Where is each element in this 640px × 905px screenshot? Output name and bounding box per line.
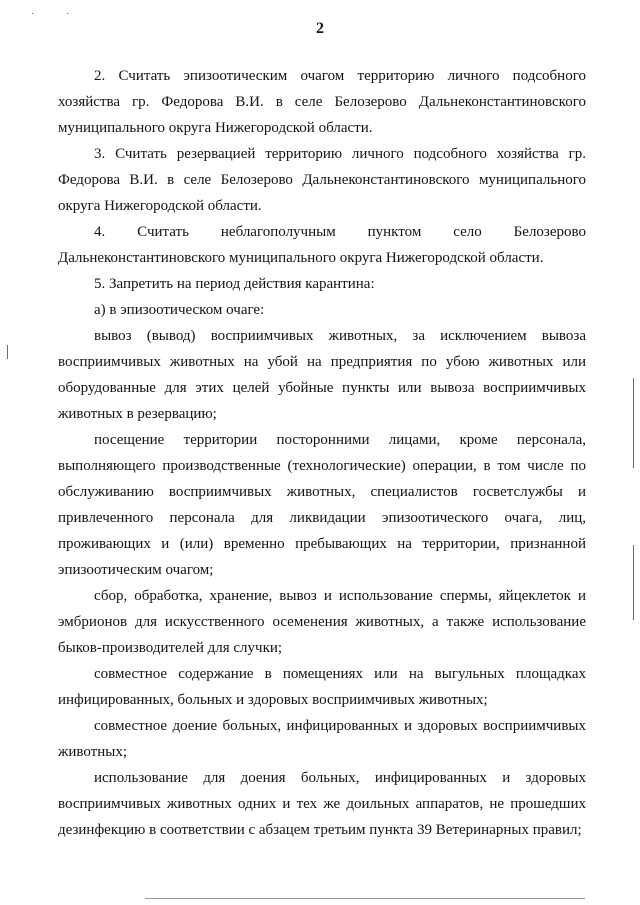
paragraph-joint-milking-ban: совместное доение больных, инфицированных и здоровых восприимчивых животных; xyxy=(58,718,586,760)
document-body xyxy=(58,63,586,843)
page-number: 2 xyxy=(316,20,324,37)
paragraph-4: 4. Считать неблагополучным пунктом село Белозерово Дальнеконстантиновского муниципального округа Нижегородской области. xyxy=(58,224,586,266)
paragraph-semen-ban: сбор, обработка, хранение, вывоз и использование спермы, яйцеклеток и эмбрионов для искусственного осеменения животных, а также использование быков-производителей для случки; xyxy=(58,588,586,656)
paragraph-joint-keeping-ban: совместное содержание в помещениях или на выгульных площадках инфицированных, больных и здоровых восприимчивых животных; xyxy=(58,666,586,708)
scan-artifact: · xyxy=(31,8,35,19)
scan-margin-line xyxy=(7,345,8,359)
paragraph-5: 5. Запретить на период действия карантина: xyxy=(94,276,375,292)
paragraph-3: 3. Считать резервацией территорию личного подсобного хозяйства гр. Федорова В.И. в селе Белозерово Дальнеконстантиновского муниципального округа Нижегородской области. xyxy=(58,146,586,214)
paragraph-export-ban: вывоз (вывод) восприимчивых животных, за исключением вывоза восприимчивых животных на убой на предприятия по убою животных или оборудованные для этих целей убойные пункты или вывоза восприимчивых животных в резервацию; xyxy=(58,328,586,422)
scan-margin-line xyxy=(633,378,634,468)
scan-artifact: · xyxy=(66,8,70,19)
scan-bottom-edge xyxy=(145,898,585,899)
scan-margin-line xyxy=(633,545,634,620)
paragraph-5a: а) в эпизоотическом очаге: xyxy=(94,302,265,318)
paragraph-milking-equipment-ban: использование для доения больных, инфицированных и здоровых восприимчивых животных одних и тех же доильных аппаратов, не прошедших дезинфекцию в соответствии с абзацем третьим пункта 39 Ветеринарных правил; xyxy=(58,770,586,838)
paragraph-visit-ban: посещение территории посторонними лицами, кроме персонала, выполняющего производственные (технологические) операции, в том числе по обслуживанию восприимчивых животных, специалистов госветслужбы и привлеченного персонала для ликвидации эпизоотического очага, лиц, проживающих и (или) временно пребывающих на территории, признанной эпизоотическим очагом; xyxy=(58,432,586,578)
paragraph-2: 2. Считать эпизоотическим очагом территорию личного подсобного хозяйства гр. Федорова В.И. в селе Белозерово Дальнеконстантиновского муниципального округа Нижегородской области. xyxy=(58,68,586,136)
